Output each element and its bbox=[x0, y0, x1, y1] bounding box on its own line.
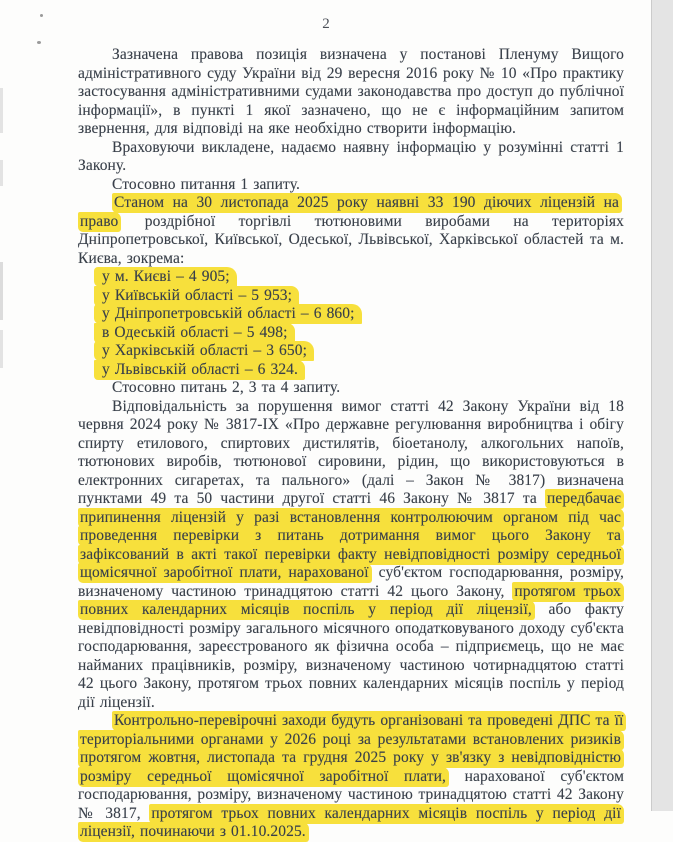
para-legal-position bbox=[78, 46, 624, 139]
text-run: Зазначена правова позиція визначена у постанові Пленуму Вищого адміністративного суду України від 29 вересня 2016 року № 10 «Про практику застосування адміністративними судами законодавства про доступ до публічної інформації», в пункті 1 якої зазначено, що не є інформаційним запитом звернення, для відповіді на яке необхідно створити інформацію. bbox=[78, 46, 624, 137]
highlighted-text: у Київській області – 5 953; bbox=[94, 286, 299, 306]
highlighted-text: у Львівській області – 6 324. bbox=[94, 360, 305, 380]
heading-questions-2-3-4 bbox=[78, 379, 624, 398]
scan-edge-artifact bbox=[0, 160, 3, 186]
highlighted-text: в Одеській області – 5 498; bbox=[94, 323, 295, 343]
scan-speck-icon bbox=[37, 41, 41, 44]
list-item-kharkiv-oblast bbox=[102, 342, 624, 361]
highlighted-text: передбачає припинення ліцензій у разі встановлення контролюючим органом під час проведення перевірки з питань дотримання вимог цього Закону та зафіксований в акті такої перевірки факту невідповідності розміру середньої щомісячної заробітної плати, нарахованої bbox=[78, 489, 624, 583]
page-number: 2 bbox=[0, 16, 652, 33]
highlighted-text: протягом трьох повних календарних місяців поспіль у період дії ліцензії, bbox=[78, 582, 624, 621]
highlighted-text: Станом на 30 листопада 2025 року наявні 33 190 діючих ліцензій на право bbox=[78, 193, 622, 232]
highlighted-text: Контрольно-перевірочні заходи будуть організовані та проведені ДПС та її територіальними органами у 2026 році за результатами встановлених ризиків протягом жовтня, листопада та грудня 2025 року у зв'язку з невідповідністю розміру середньої щомісячної заробітної плати, bbox=[78, 711, 626, 787]
text-run: Відповідальність за порушення вимог статті 42 Закону України від 18 червня 2024 року № 3817-ІХ «Про державне регулювання виробництва і обігу спирту етилового, спиртових дистилятів, біоетанолу, алкогольних напоїв, тютюнових виробів, тютюнової сировини, рідин, що використовуються в електронних сигаретах, та пального» (далі – Закон № 3817) визначена пунктами 49 та 50 частини другої статті 46 Закону № 3817 та bbox=[78, 398, 624, 508]
highlighted-text: протягом трьох повних календарних місяців поспіль у період дії ліцензії, починаючи з 01.10.2025. bbox=[78, 804, 624, 842]
list-item-kyiv-city bbox=[102, 268, 624, 287]
para-providing-info bbox=[78, 139, 624, 176]
document-body bbox=[78, 46, 624, 842]
scan-edge-band bbox=[651, 0, 673, 811]
highlighted-text: у Харківській області – 3 650; bbox=[94, 341, 314, 361]
text-run: Стосовно питання 1 запиту. bbox=[112, 176, 300, 193]
text-run: або факту невідповідності розміру загального місячного оподатковуваного доходу суб'єкта господарювання, зареєстрованого як фізична особа – підприємець, що не має найманих працівників, розміру, визначеному частиною чотирнадцятою статті 42 цього Закону, протягом трьох повних календарних місяців поспіль у період дії ліцензії. bbox=[78, 601, 624, 711]
para-licenses-total bbox=[78, 194, 624, 268]
list-item-kyiv-oblast bbox=[102, 287, 624, 306]
scan-edge-artifact bbox=[0, 330, 3, 368]
highlighted-text: у Дніпропетровській області – 6 860; bbox=[94, 304, 362, 324]
heading-question-1 bbox=[78, 176, 624, 195]
text-run: суб'єктом господарювання, розміру, визначеному частиною тринадцятою статті 42 цього Закону, bbox=[78, 564, 624, 600]
scan-edge-artifact bbox=[0, 88, 3, 133]
para-liability bbox=[78, 398, 624, 713]
list-item-lviv-oblast bbox=[102, 361, 624, 380]
highlighted-text: у м. Києві – 4 905; bbox=[94, 267, 237, 287]
list-item-odesa-oblast bbox=[102, 324, 624, 343]
scan-edge-artifact bbox=[0, 262, 3, 320]
list-item-dnipro-oblast bbox=[102, 305, 624, 324]
text-run: Враховуючи викладене, надаємо наявну інформацію у розумінні статті 1 Закону. bbox=[78, 139, 624, 175]
para-control-measures bbox=[78, 712, 624, 842]
text-run: Стосовно питань 2, 3 та 4 запиту. bbox=[112, 379, 340, 396]
text-run: нарахованої суб'єктом господарювання, розміру, визначеному частиною тринадцятою статті 42 Закону № 3817, bbox=[78, 768, 624, 822]
text-run: роздрібної торгівлі тютюновими виробами на територіях Дніпропетровської, Київської, Одеської, Львівської, Харківської областей та м. Києва, зокрема: bbox=[78, 213, 624, 267]
